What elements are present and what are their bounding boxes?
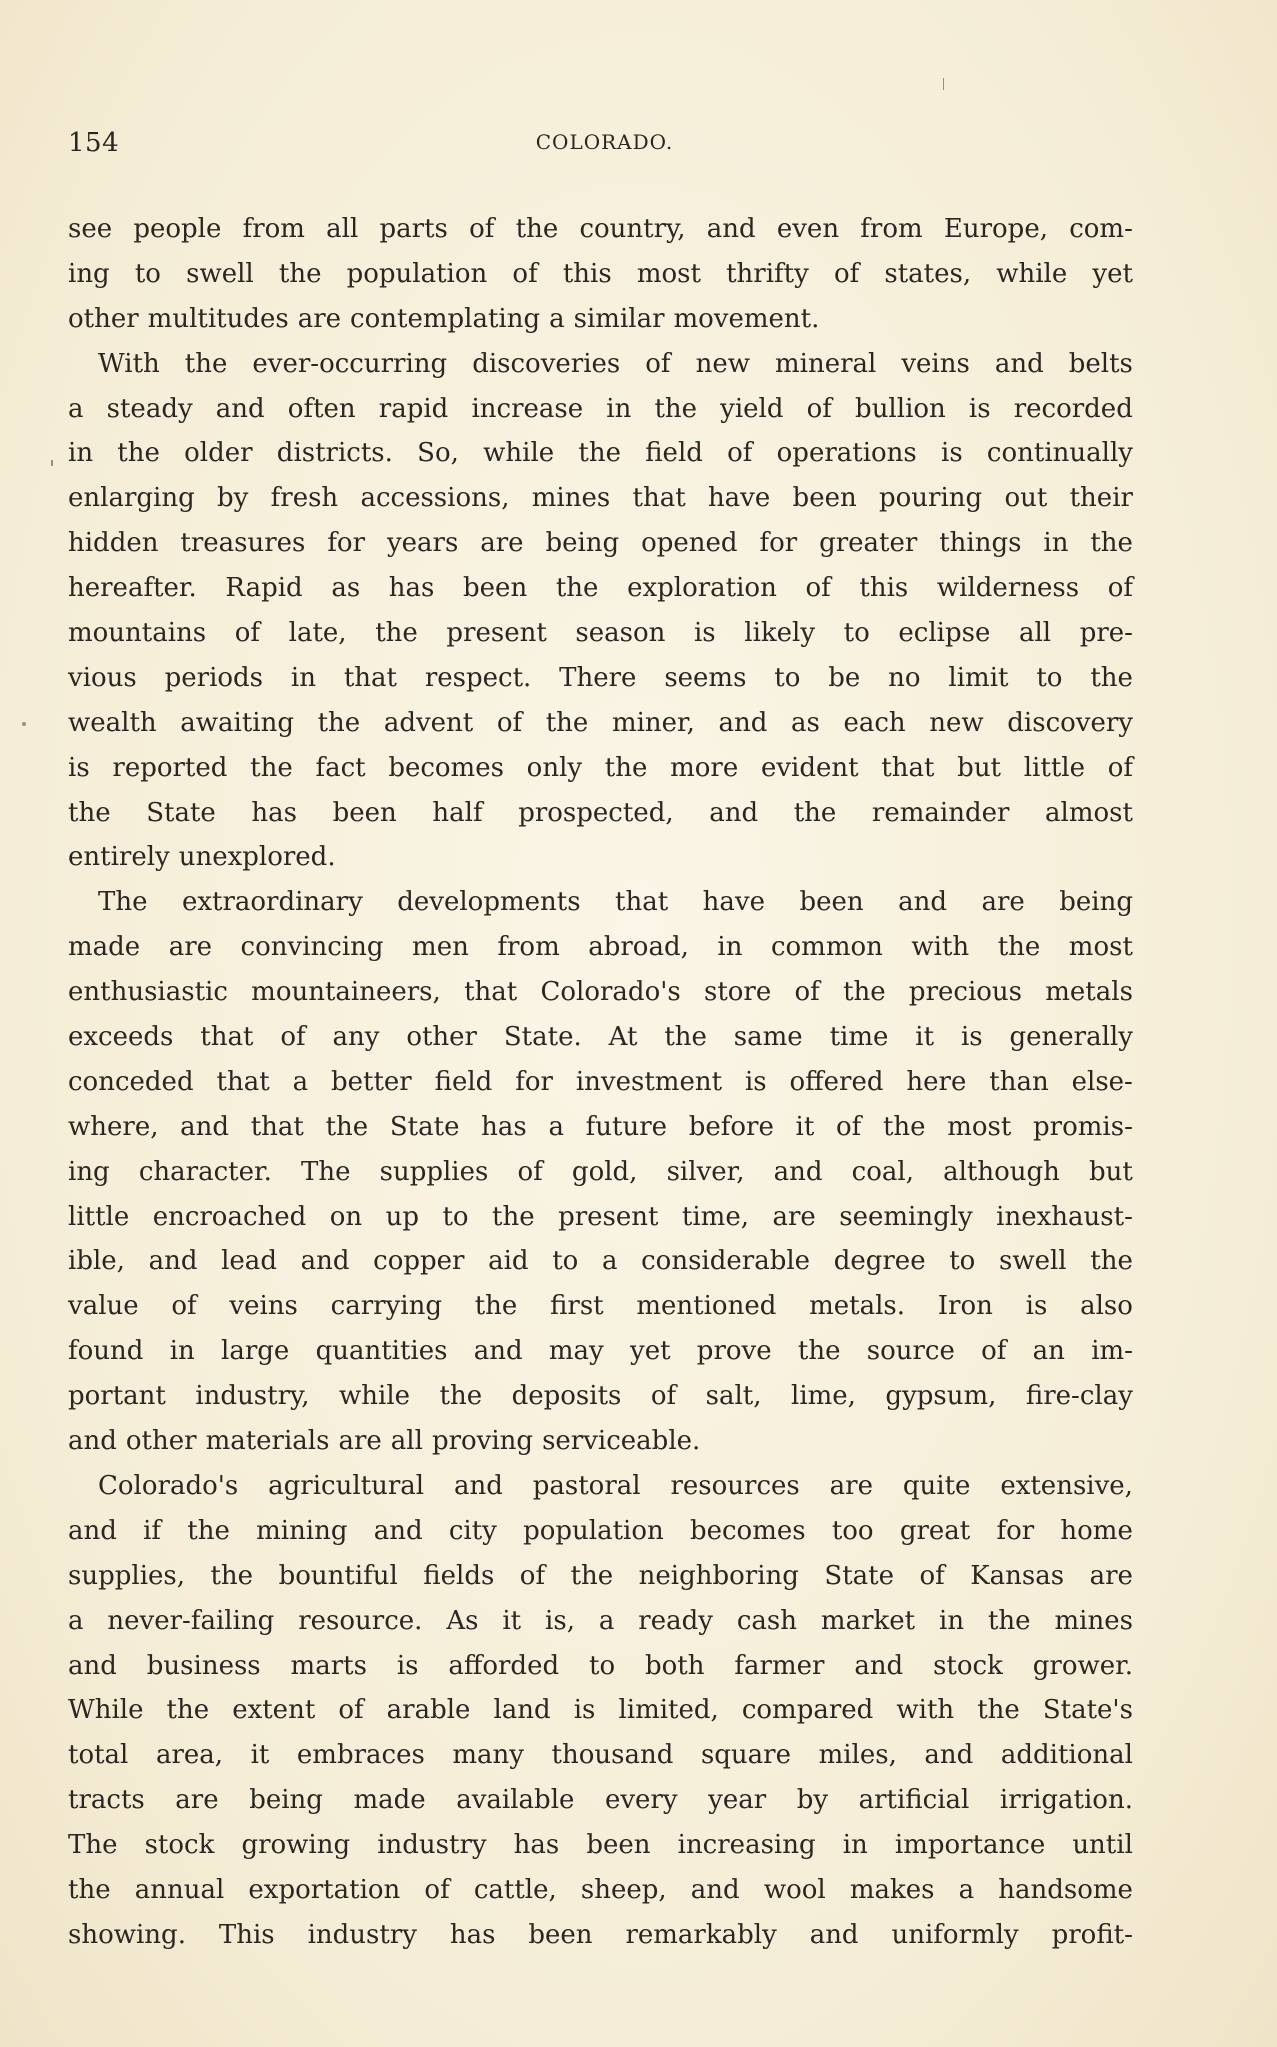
text-line: the State has been half prospected, and the remainder almost bbox=[68, 797, 1133, 828]
paper-speck bbox=[943, 78, 944, 90]
paragraph bbox=[68, 1464, 1133, 1958]
text-line: hidden treasures for years are being opened for greater things in the bbox=[68, 528, 1133, 559]
text-line: enlarging by fresh accessions, mines that have been pouring out their bbox=[68, 483, 1133, 514]
text-line: showing. This industry has been remarkably and uniformly profit- bbox=[68, 1919, 1133, 1950]
text-line: conceded that a better field for investment is offered here than else- bbox=[68, 1066, 1133, 1097]
text-line: entirely unexplored. bbox=[68, 842, 336, 873]
text-line: other multitudes are contemplating a similar movement. bbox=[68, 303, 820, 334]
text-line: tracts are being made available every year by artificial irrigation. bbox=[68, 1785, 1133, 1816]
text-line: vious periods in that respect. There seems to be no limit to the bbox=[68, 662, 1133, 693]
text-line: exceeds that of any other State. At the same time it is generally bbox=[68, 1022, 1133, 1053]
paper-speck bbox=[22, 722, 26, 726]
text-line: and business marts is afforded to both farmer and stock grower. bbox=[68, 1650, 1133, 1681]
text-line: enthusiastic mountaineers, that Colorado's store of the precious metals bbox=[68, 977, 1133, 1008]
text-line: value of veins carrying the first mentioned metals. Iron is also bbox=[68, 1291, 1133, 1322]
text-line: ing to swell the population of this most thrifty of states, while yet bbox=[68, 258, 1133, 289]
page-number: 154 bbox=[68, 128, 120, 158]
paragraph bbox=[68, 880, 1133, 1464]
text-line: and if the mining and city population becomes too great for home bbox=[68, 1515, 1133, 1546]
text-line: The extraordinary developments that have been and are being bbox=[98, 887, 1133, 918]
text-line: With the ever-occurring discoveries of new mineral veins and belts bbox=[98, 348, 1133, 379]
paper-speck bbox=[51, 460, 53, 466]
text-line: found in large quantities and may yet prove the source of an im- bbox=[68, 1336, 1133, 1367]
text-line: ible, and lead and copper aid to a considerable degree to swell the bbox=[68, 1246, 1133, 1277]
text-line: the annual exportation of cattle, sheep, and wool makes a handsome bbox=[68, 1874, 1133, 1905]
text-line: ing character. The supplies of gold, silver, and coal, although but bbox=[68, 1156, 1133, 1187]
text-line: a never-failing resource. As it is, a ready cash market in the mines bbox=[68, 1605, 1133, 1636]
text-line: is reported the fact becomes only the more evident that but little of bbox=[68, 752, 1133, 783]
text-line: see people from all parts of the country, and even from Europe, com- bbox=[68, 214, 1133, 244]
text-line: mountains of late, the present season is likely to eclipse all pre- bbox=[68, 618, 1133, 649]
text-line: The stock growing industry has been increasing in importance until bbox=[68, 1830, 1133, 1861]
text-line: While the extent of arable land is limited, compared with the State's bbox=[68, 1695, 1133, 1726]
text-line: a steady and often rapid increase in the yield of bullion is recorded bbox=[68, 393, 1133, 424]
text-line: total area, it embraces many thousand square miles, and additional bbox=[68, 1740, 1133, 1771]
text-line: hereafter. Rapid as has been the exploration of this wilderness of bbox=[68, 573, 1133, 604]
text-line: where, and that the State has a future before it of the most promis- bbox=[68, 1111, 1133, 1142]
text-line: made are convincing men from abroad, in common with the most bbox=[68, 932, 1133, 963]
text-line: little encroached on up to the present time, are seemingly inexhaust- bbox=[68, 1201, 1133, 1232]
paragraph bbox=[68, 342, 1133, 881]
text-line: wealth awaiting the advent of the miner, and as each new discovery bbox=[68, 707, 1133, 738]
text-line: portant industry, while the deposits of salt, lime, gypsum, fire-clay bbox=[68, 1381, 1133, 1412]
running-title: COLORADO. bbox=[535, 130, 674, 154]
body-text bbox=[68, 207, 1133, 1958]
text-line: and other materials are all proving serviceable. bbox=[68, 1426, 701, 1457]
text-line: supplies, the bountiful fields of the neighboring State of Kansas are bbox=[68, 1560, 1133, 1591]
text-line: Colorado's agricultural and pastoral resources are quite extensive, bbox=[98, 1470, 1133, 1501]
paragraph bbox=[68, 207, 1133, 342]
text-line: in the older districts. So, while the field of operations is continually bbox=[68, 438, 1133, 469]
